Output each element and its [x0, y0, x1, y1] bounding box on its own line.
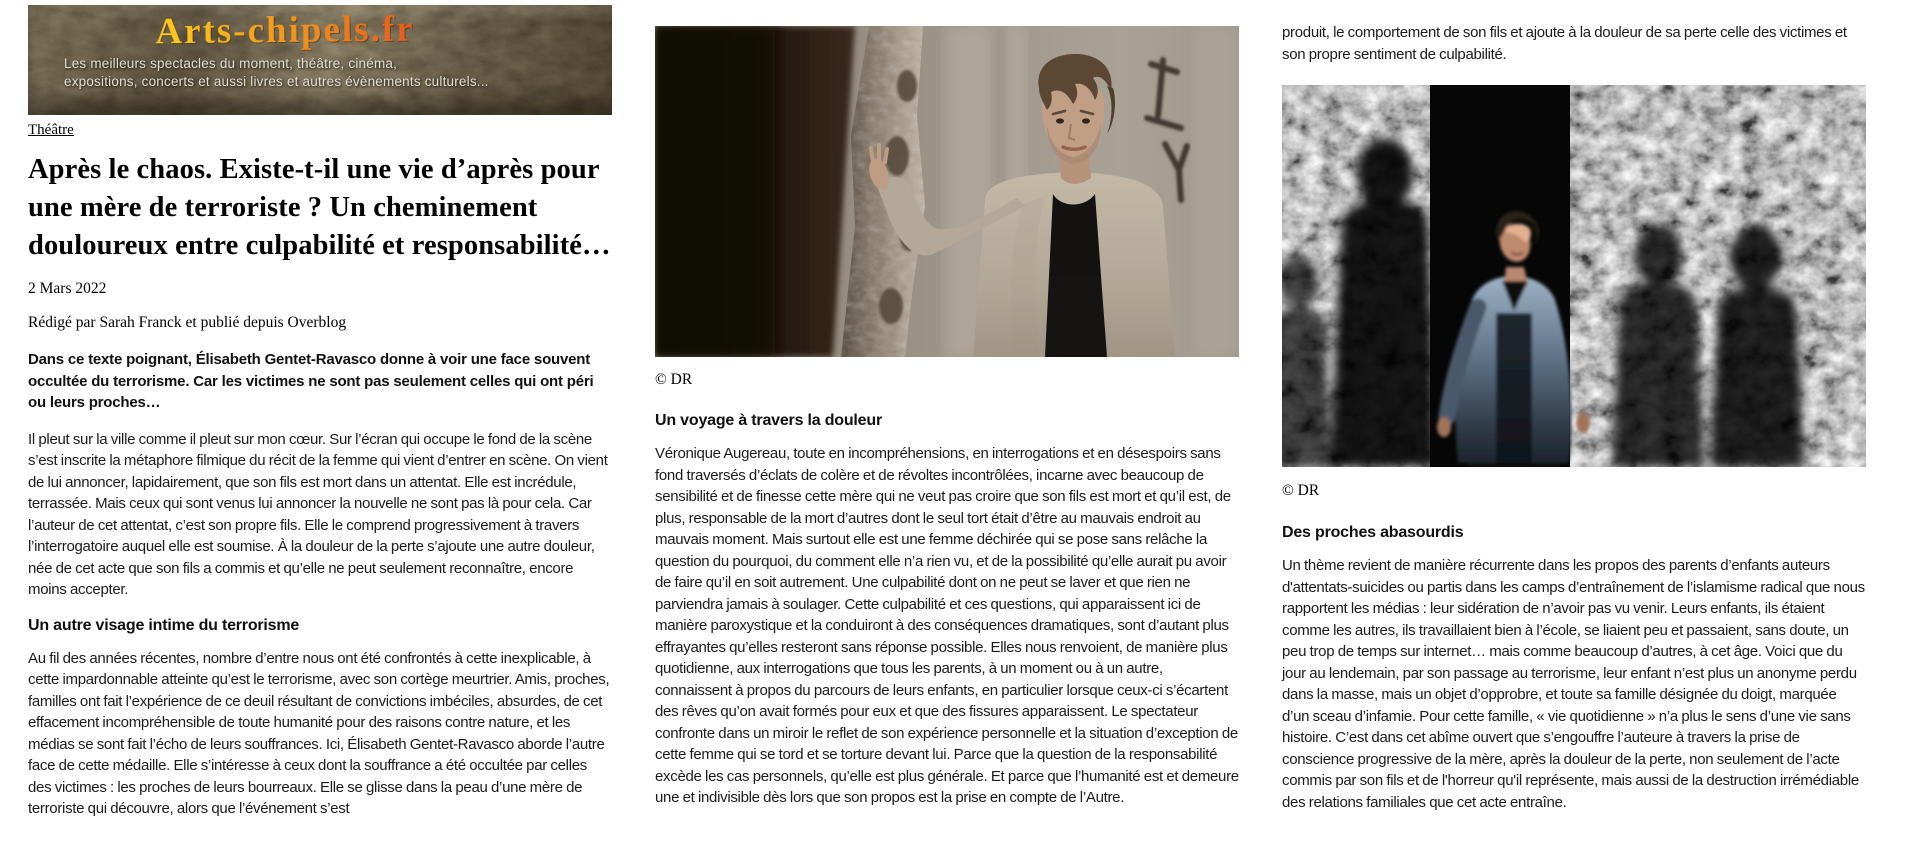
column-left — [28, 0, 612, 820]
site-tagline-line1: Les meilleurs spectacles du moment, théâtre, cinéma, — [64, 56, 398, 71]
article-photo-1 — [655, 26, 1239, 357]
article-paragraph-2: Au fil des années récentes, nombre d’entre nous ont été confrontés à cette inexplicable, à cette impardonnable atteinte qu’est le terrorisme, avec son cortège meurtrier. Amis, proches, familles ont fait l’expérience de ce deuil résultant de convictions imbéciles, absurdes, de cet effacement incompréhensible de toute humanité pour des raisons contre nature, et les médias se sont fait l’écho de leurs souffrances. Ici, Élisabeth Gentet-Ravasco aborde l’autre face de cette médaille. Elle s’intéresse à ceux dont la souffrance a été occultée par celles des victimes : les proches de leurs bourreaux. Elle se glisse dans la peau d’une mère de terroriste qui découvre, alors que l’événement s’est — [28, 649, 610, 817]
article-paragraph-1: Il pleut sur la ville comme il pleut sur mon cœur. Sur l’écran qui occupe le fond de la scène s’est inscrite la métaphore filmique du récit de la femme qui vient d’entrer en scène. On vient de lui annoncer, lapidairement, que son fils est mort dans un attentat. Elle est incrédule, terrassée. Mais ceux qui sont venus lui annoncer la nouvelle ne sont pas là pour cela. Car l’auteur de cet attentat, c’est son propre fils. Elle le comprend progressivement à travers l’interrogatoire auquel elle est soumise. À la douleur de la perte s’ajoute une autre douleur, née de cet acte que son fils a commis et qu’elle ne peut seulement reconnaître, encore moins accepter. — [28, 430, 608, 598]
category-link-theatre[interactable]: Théâtre — [28, 122, 74, 138]
site-tagline — [64, 55, 489, 90]
article-date: 2 Mars 2022 — [28, 280, 107, 297]
article-paragraph-2-continued: produit, le comportement de son fils et ajoute à la douleur de sa perte celle des victimes et son propre sentiment de culpabilité. — [1282, 24, 1847, 63]
section-heading-1: Un autre visage intime du terrorisme — [28, 616, 300, 634]
column-right — [1282, 0, 1866, 813]
photo-caption-2: © DR — [1282, 482, 1320, 499]
section-heading-3: Des proches abasourdis — [1282, 524, 1464, 541]
section-heading-2: Un voyage à travers la douleur — [655, 412, 882, 429]
article-intro: Dans ce texte poignant, Élisabeth Gentet-Ravasco donne à voir une face souvent occultée du terrorisme. Car les victimes ne sont pas seulement celles qui ont péri ou leurs proches… — [28, 351, 594, 411]
site-banner — [28, 5, 612, 115]
article-paragraph-4: Un thème revient de manière récurrente dans les propos des parents d’enfants auteurs d'attentats-suicides ou partis dans les camps d’entraînement de l’islamisme radical que nous rapportent les médias : leur sidération de n’avoir pas vu venir. Leurs enfants, ils étaient comme les autres, ils travaillaient bien à l’école, se liaient peu et passaient, sans doute, un peu trop de temps sur internet… mais comme beaucoup d’autres, à cet âge. Voici que du jour au lendemain, par son passage au terrorisme, leur enfant n’est plus un anonyme perdu dans la masse, mais un objet d’opprobre, et toute sa famille désignée du doigt, marquée d’un sceau d’infamie. Pour cette famille, « vie quotidienne » n’a plus le sens d’une vie sans histoire. C’est dans cet abîme ouvert que s’engouffre l’auteure à travers la prise de conscience progressive de la mère, après la douleur de la perte, non seulement de l’acte commis par son fils et de l'horreur qu'il représente, mais aussi de la destruction irrémédiable des relations familiales que cet acte entraîne. — [1282, 557, 1865, 811]
article-paragraph-3: Véronique Augereau, toute en incompréhensions, en interrogations et en désespoirs sans fond traversés d’éclats de colère et de révoltes incontrôlées, incarne avec beaucoup de sensibilité et de finesse cette mère qui ne veut pas croire que son fils est mort et qu’il est, de plus, responsable de la mort d’autres dont le seul tort était d’être au mauvais endroit au mauvais moment. Mais surtout elle est une femme déchirée qui se pose sans relâche la question du pourquoi, du comment elle n’a rien vu, et de la possibilité qu’elle aurait pu avoir de faire qu’il en soit autrement. Une culpabilité dont on ne peut se laver et que rien ne parviendra jamais à soulager. Cette culpabilité et ces questions, qui apparaissent ici de manière paroxystique et la conduiront à des conséquences dramatiques, sont d’autant plus effrayantes qu’elles resteront sans réponse possible. Elles nous renvoient, de manière plus quotidienne, aux interrogations que tous les parents, à un moment ou à un autre, connaissent à propos du parcours de leurs enfants, en particulier lorsque ceux-ci s’écartent des rêves qu’on avait formés pour eux et que des fissures apparaissent. Le spectateur confronte dans un miroir le reflet de son expérience personnelle et la situation d’exception de cette femme qui se tord et se torture devant lui. Parce que la question de la responsabilité excède les cas personnels, qu’elle est plus générale. Et parce que l’humanité est et demeure une et indivisible dès lors que son propos est la prise en compte de l’Autre. — [655, 445, 1239, 806]
article-title: Après le chaos. Existe-t-il une vie d’après pour une mère de terroriste ? Un cheminement douloureux entre culpabilité et responsabilité… — [28, 154, 611, 261]
article-byline: Rédigé par Sarah Franck et publié depuis Overblog — [28, 314, 347, 331]
photo-caption-1: © DR — [655, 371, 693, 388]
site-logo[interactable]: Arts-chipels.fr — [28, 6, 542, 54]
article-photo-2 — [1282, 85, 1866, 467]
site-tagline-line2: expositions, concerts et aussi livres et autres évènements culturels... — [64, 73, 489, 89]
column-middle — [655, 0, 1239, 809]
